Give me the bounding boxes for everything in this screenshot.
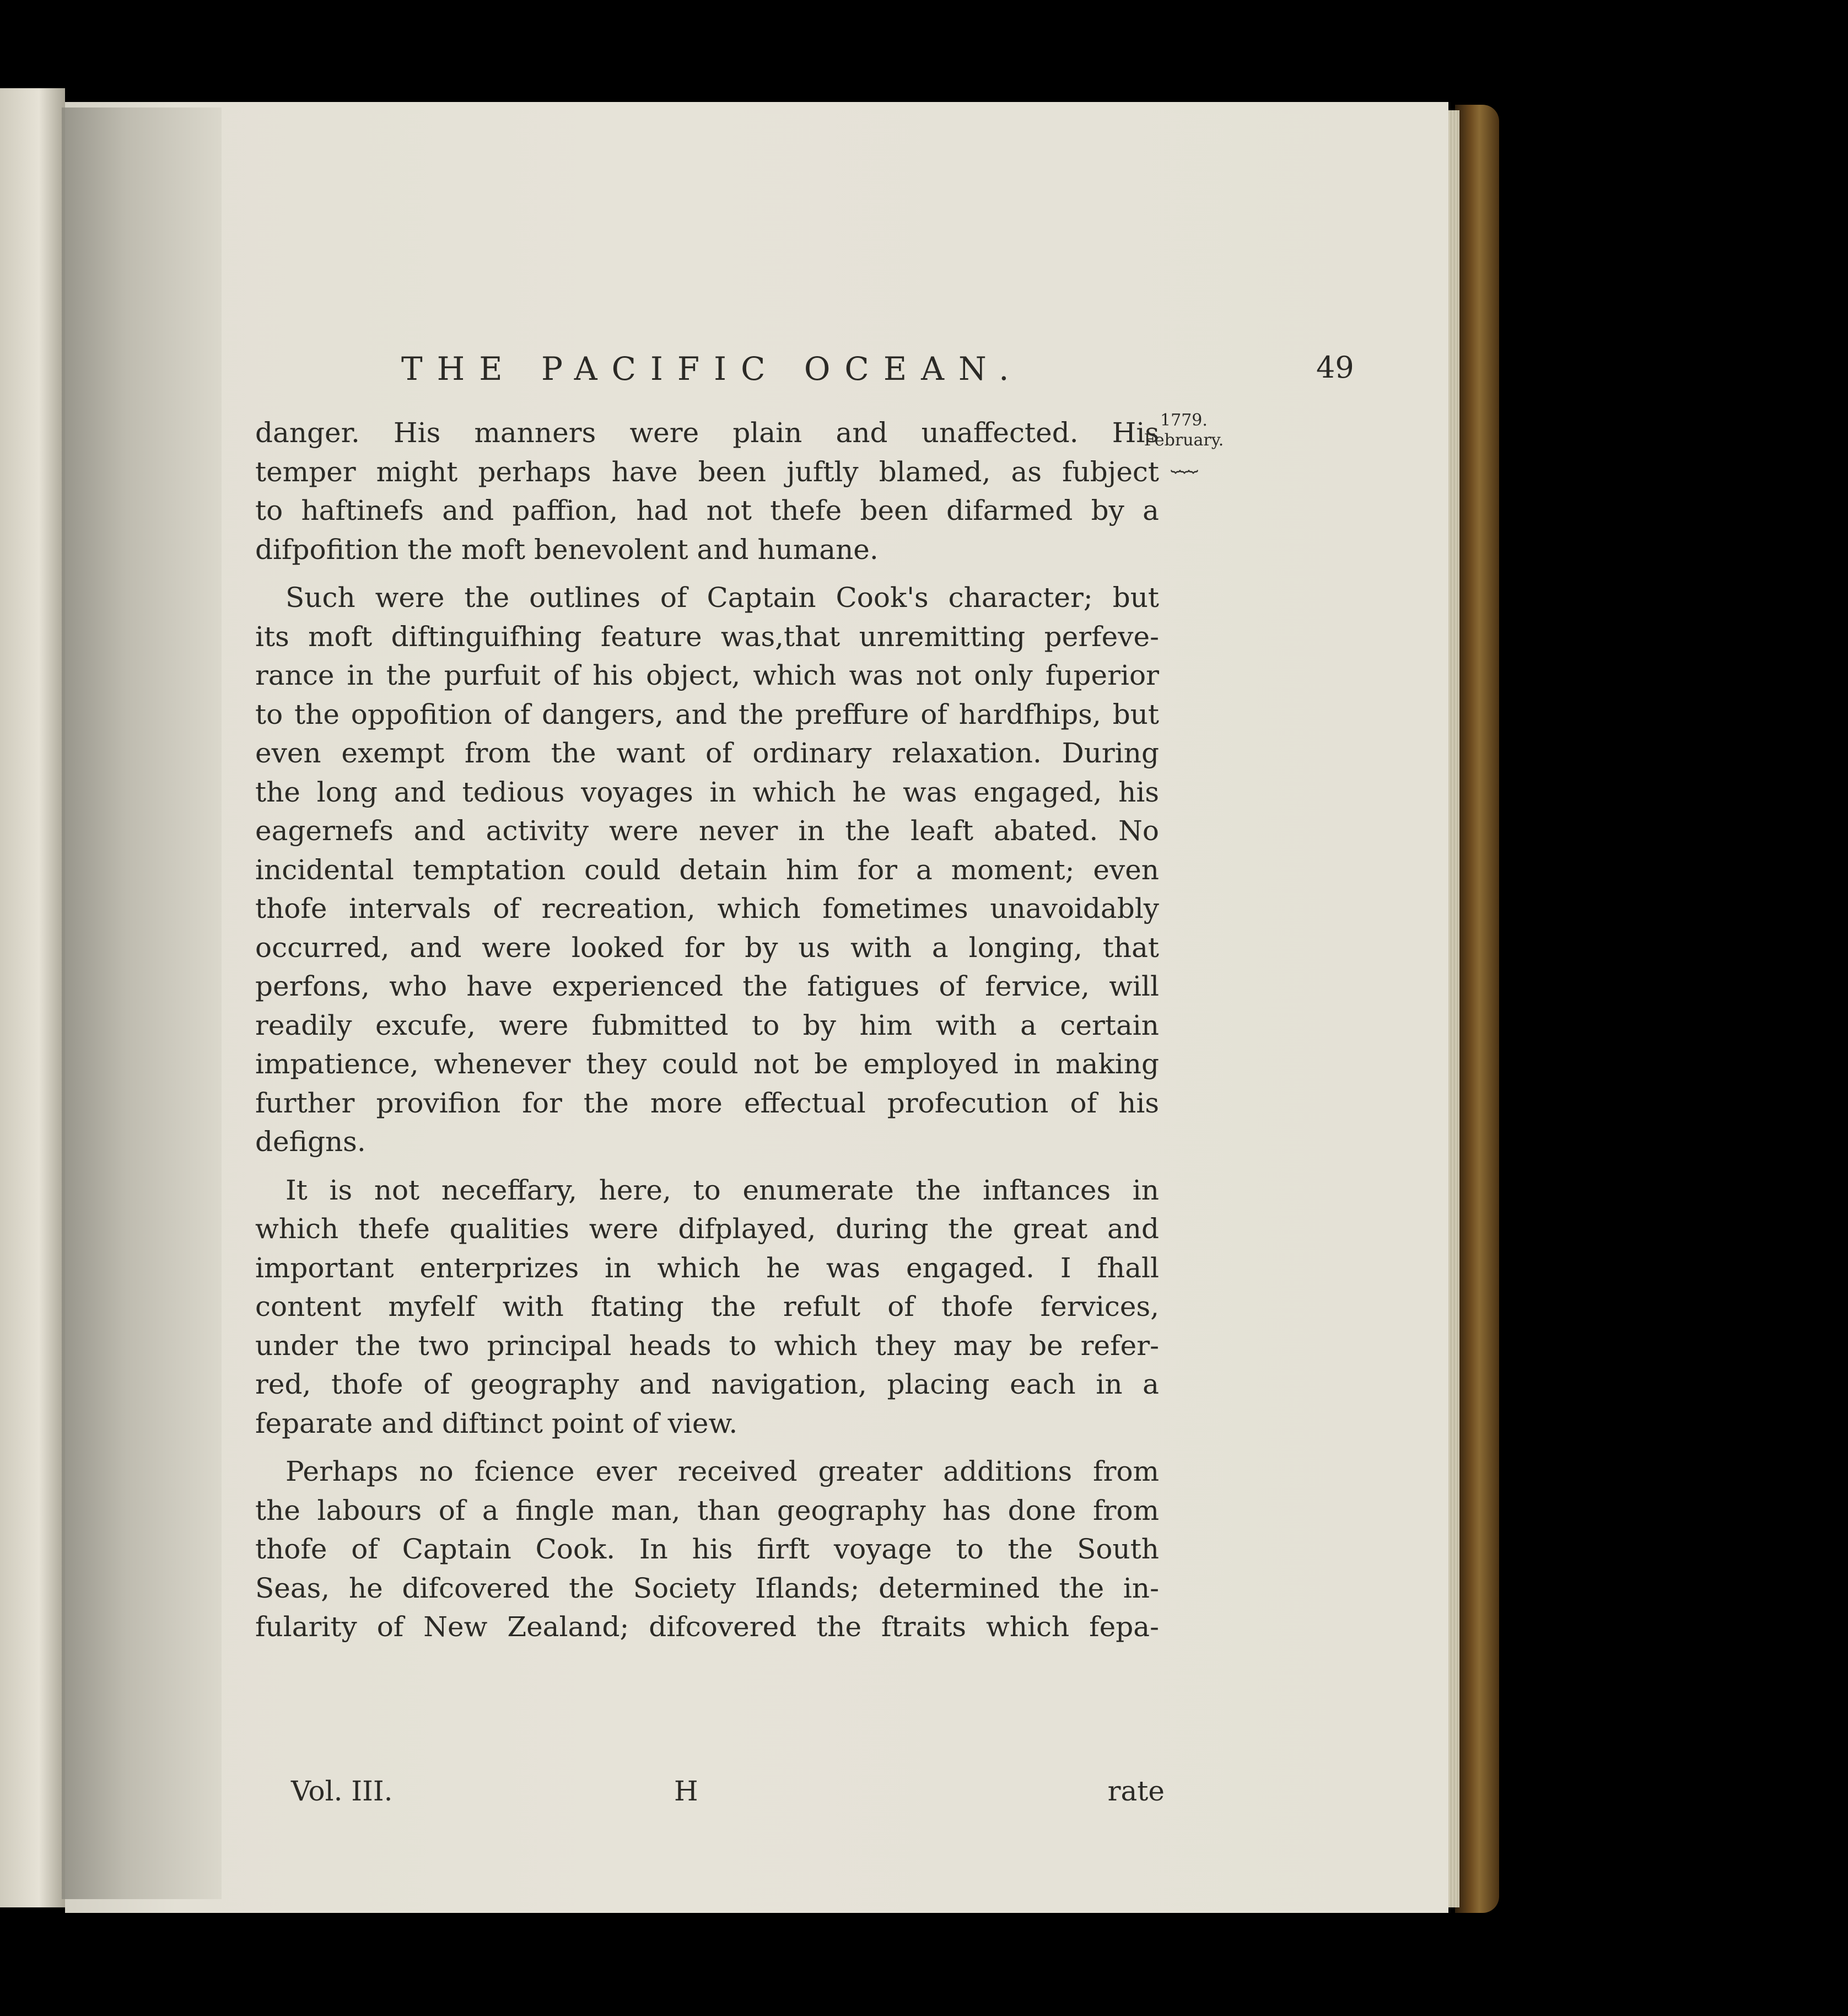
text-line: the long and tedious voyages in which he was engaged, his <box>255 776 1159 808</box>
margin-note-year: 1779. <box>1160 411 1208 430</box>
gutter-shadow <box>62 107 222 1899</box>
page-footer <box>291 1775 1165 1819</box>
text-line: to haftinefs and paffion, had not thefe been difarmed by a <box>255 494 1159 526</box>
catchword: rate <box>1107 1775 1165 1807</box>
running-head-title: THE PACIFIC OCEAN. <box>401 350 1023 388</box>
text-line: incidental temptation could detain him for a moment; even <box>255 853 1159 886</box>
paragraph-2 <box>255 578 1159 1162</box>
paragraph-3 <box>255 1171 1159 1443</box>
text-line: content myfelf with ftating the refult of thofe fervices, <box>255 1291 1159 1323</box>
text-line: danger. His manners were plain and unaffected. His <box>255 417 1159 449</box>
text-line: further provifion for the more effectual profecution of his <box>255 1087 1159 1119</box>
text-line: Seas, he difcovered the Society Iflands; determined the in- <box>255 1572 1159 1604</box>
text-line: fularity of New Zealand; difcovered the ftraits which fepa- <box>255 1611 1159 1643</box>
facing-page-edge <box>0 88 65 1907</box>
text-line: thofe intervals of recreation, which fometimes unavoidably <box>255 893 1159 924</box>
margin-note-month: February. <box>1144 431 1224 450</box>
text-line: red, thofe of geography and navigation, placing each in a <box>255 1368 1159 1400</box>
text-line: the labours of a fingle man, than geography has done from <box>255 1494 1159 1526</box>
text-line: Perhaps no fcience ever received greater additions from <box>285 1455 1159 1487</box>
text-line: eagernefs and activity were never in the leaft abated. No <box>255 815 1159 847</box>
text-line: important enterprizes in which he was engaged. I fhall <box>255 1251 1159 1284</box>
text-line: occurred, and were looked for by us with a longing, that <box>255 931 1159 964</box>
text-line: It is not neceffary, here, to enumerate the inftances in <box>285 1174 1159 1206</box>
text-line: defigns. <box>255 1126 366 1158</box>
text-line: perfons, who have experienced the fatigues of fervice, will <box>255 970 1159 1002</box>
paragraph-1 <box>255 413 1159 569</box>
signature-mark: H <box>674 1775 698 1807</box>
text-line: difpofition the moft benevolent and humane. <box>255 533 879 566</box>
text-line: impatience, whenever they could not be employed in making <box>255 1048 1159 1080</box>
text-line: Such were the outlines of Captain Cook's character; but <box>285 582 1159 614</box>
book-cover <box>1455 105 1499 1913</box>
text-line: which thefe qualities were difplayed, during the great and <box>255 1213 1159 1245</box>
text-line: to the oppofition of dangers, and the preffure of hardfhips, but <box>255 698 1159 730</box>
text-line: under the two principal heads to which they may be refer- <box>255 1329 1159 1362</box>
volume-label: Vol. III. <box>291 1775 393 1807</box>
text-line: temper might perhaps have been juftly blamed, as fubject <box>255 455 1159 488</box>
body-text <box>255 413 1159 1656</box>
paragraph-4 <box>255 1452 1159 1647</box>
text-line: readily excufe, were fubmitted to by him with a certain <box>255 1009 1159 1041</box>
running-head <box>401 350 1393 400</box>
book-page <box>65 102 1448 1913</box>
text-line: rance in the purfuit of his object, which was not only fuperior <box>255 659 1159 691</box>
page-number: 49 <box>1316 350 1354 385</box>
text-line: its moft diftinguifhing feature was,that unremitting perfeve- <box>255 620 1159 653</box>
margin-brace-icon: ⏟⏟⏟ <box>1171 454 1197 473</box>
text-line: feparate and diftinct point of view. <box>255 1407 738 1439</box>
text-line: thofe of Captain Cook. In his firft voyage to the South <box>255 1533 1159 1565</box>
text-line: even exempt from the want of ordinary relaxation. During <box>255 737 1159 769</box>
